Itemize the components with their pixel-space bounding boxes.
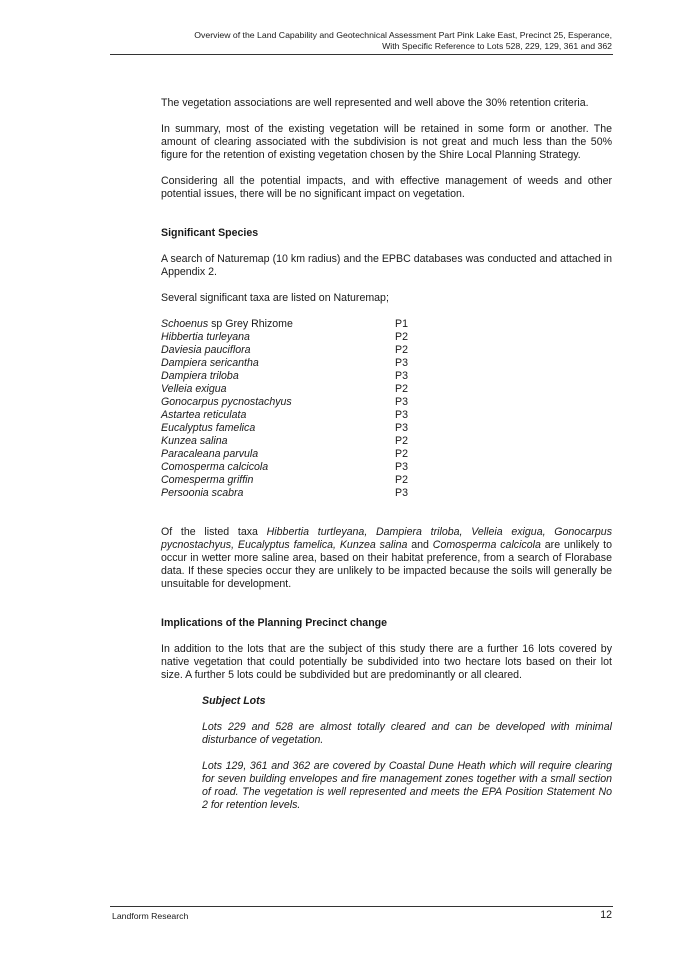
paragraph-retention: The vegetation associations are well represented and well above the 30% retention criteria. (161, 97, 589, 109)
taxa-name: Dampiera sericantha (161, 357, 259, 369)
taxa-row (161, 331, 612, 344)
taxa-code: P2 (395, 474, 408, 486)
taxa-code: P3 (395, 487, 408, 499)
page-header (110, 30, 612, 52)
taxa-code: P3 (395, 370, 408, 382)
footer-author: Landform Research (112, 911, 189, 921)
taxa-row (161, 344, 612, 357)
taxa-code: P2 (395, 448, 408, 460)
paragraph-lots-229-528: Lots 229 and 528 are almost totally cleared and can be developed with minimal disturbance of vegetation. (202, 721, 612, 746)
paragraph-lots-129-361-362: Lots 129, 361 and 362 are covered by Coastal Dune Heath which will require clearing for seven building envelopes and fire management zones together with a small section of road. The vegetation is well represented and meets the EPA Position Statement No 2 for retention levels. (202, 760, 612, 811)
taxa-name: Kunzea salina (161, 435, 228, 447)
paragraph-naturemap-search: A search of Naturemap (10 km radius) and the EPBC databases was conducted and attached in Appendix 2. (161, 253, 612, 278)
taxa-code: P2 (395, 331, 408, 343)
header-divider (110, 54, 613, 55)
taxa-code: P2 (395, 435, 408, 447)
paragraph-taxa-assessment: Of the listed taxa Hibbertia turtleyana, Dampiera triloba, Velleia exigua, Gonocarpus pycnostachyus, Eucalyptus famelica, Kunzea salina and Comosperma calcicola are unlikely to occur in wetter more saline area, based on their habitat preference, from a search of Florabase data. If these species occur they are unlikely to be impacted because the soils will generally be unsuitable for development. (161, 526, 612, 590)
subheading-subject-lots: Subject Lots (202, 695, 266, 707)
taxa-code: P3 (395, 357, 408, 369)
taxa-row (161, 435, 612, 448)
taxa-name: Dampiera triloba (161, 370, 239, 382)
section-heading-significant-species: Significant Species (161, 227, 259, 239)
taxa-name: Astartea reticulata (161, 409, 247, 421)
taxa-name: Comosperma calcicola (161, 461, 269, 473)
taxa-name: Velleia exigua (161, 383, 227, 395)
taxa-name: Paracaleana parvula (161, 448, 259, 460)
page-body (161, 97, 612, 812)
footer-divider (110, 906, 613, 907)
taxa-code: P2 (395, 344, 408, 356)
taxa-row (161, 448, 612, 461)
taxa-name: Comesperma griffin (161, 474, 254, 486)
header-line-1: Overview of the Land Capability and Geotechnical Assessment Part Pink Lake East, Precinct 25, Esperance, (194, 30, 612, 40)
paragraph-taxa-intro: Several significant taxa are listed on Naturemap; (161, 292, 389, 304)
paragraph-summary: In summary, most of the existing vegetation will be retained in some form or another. The amount of clearing associated with the subdivision is not great and much less than the 50% figure for the retention of existing vegetation chosen by the Shire Local Planning Strategy. (161, 123, 612, 161)
header-line-2: With Specific Reference to Lots 528, 229, 129, 361 and 362 (382, 41, 612, 51)
taxa-row (161, 357, 612, 370)
taxa-code: P2 (395, 383, 408, 395)
paragraph-further-lots: In addition to the lots that are the subject of this study there are a further 16 lots covered by native vegetation that could potentially be subdivided into two hectare lots based on their lot size. A further 5 lots could be subdivided but are predominantly or all cleared. (161, 643, 612, 681)
taxa-list (161, 318, 612, 500)
taxa-code: P3 (395, 396, 408, 408)
taxa-code: P3 (395, 409, 408, 421)
taxa-row (161, 487, 612, 500)
taxa-row (161, 396, 612, 409)
paragraph-impacts: Considering all the potential impacts, and with effective management of weeds and other potential issues, there will be no significant impact on vegetation. (161, 175, 612, 200)
section-heading-implications: Implications of the Planning Precinct change (161, 617, 388, 629)
taxa-name: Eucalyptus famelica (161, 422, 256, 434)
taxa-row (161, 474, 612, 487)
taxa-name: Gonocarpus pycnostachyus (161, 396, 292, 408)
taxa-code: P3 (395, 422, 408, 434)
taxa-name: Daviesia pauciflora (161, 344, 251, 356)
taxa-row (161, 383, 612, 396)
taxa-name: Hibbertia turleyana (161, 331, 250, 343)
taxa-name: Schoenus sp Grey Rhizome (161, 318, 293, 330)
page-number: 12 (600, 909, 612, 921)
taxa-code: P1 (395, 318, 408, 330)
taxa-row (161, 318, 612, 331)
taxa-code: P3 (395, 461, 408, 473)
taxa-row (161, 461, 612, 474)
taxa-row (161, 370, 612, 383)
taxa-name: Persoonia scabra (161, 487, 244, 499)
taxa-row (161, 409, 612, 422)
taxa-row (161, 422, 612, 435)
